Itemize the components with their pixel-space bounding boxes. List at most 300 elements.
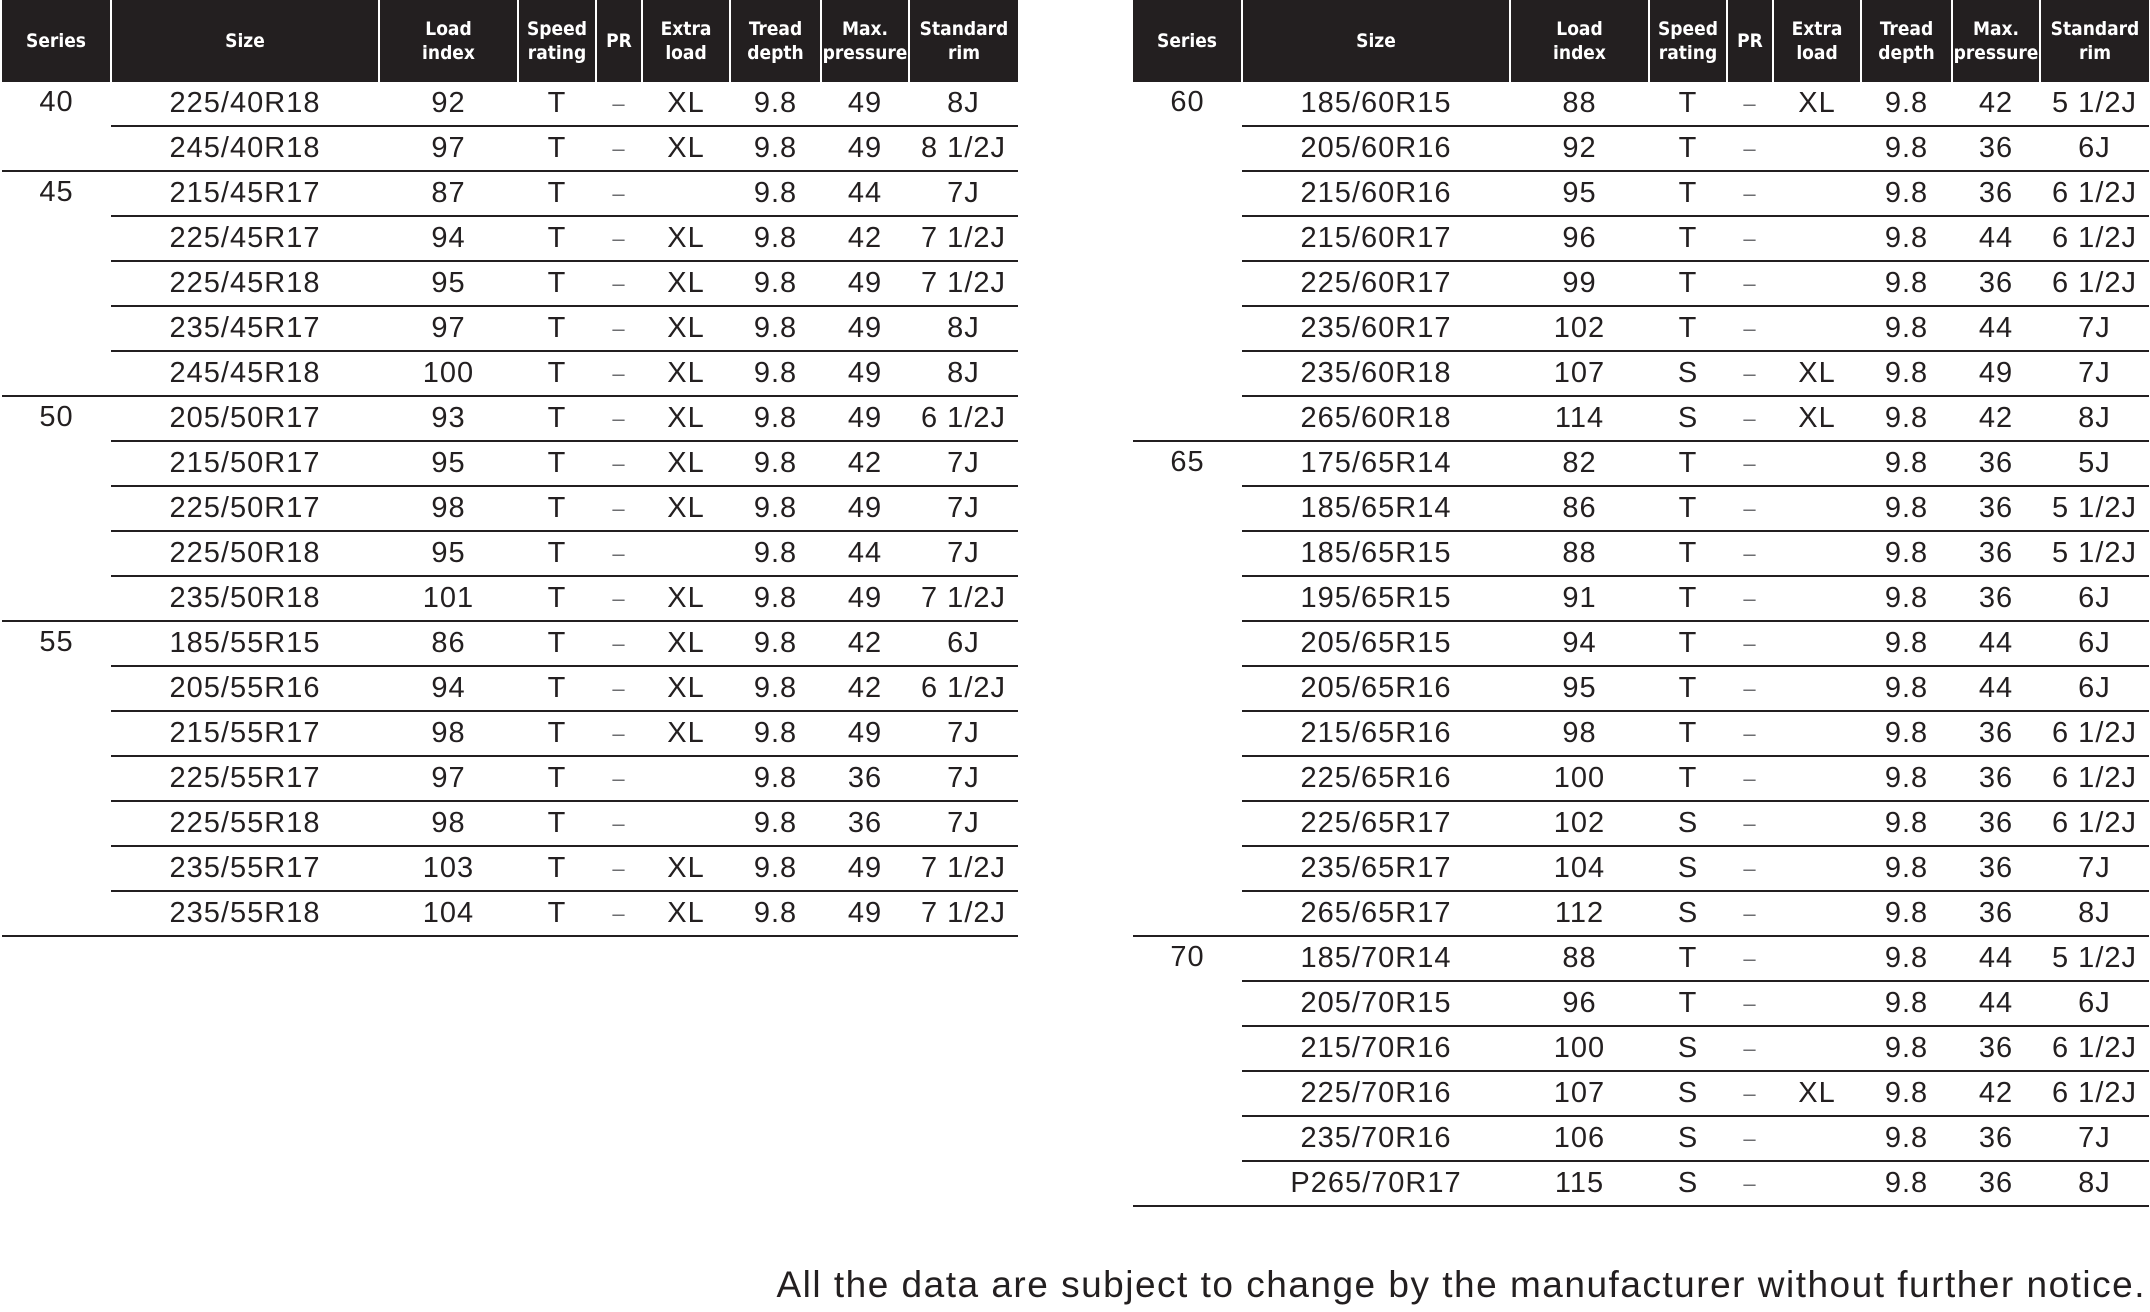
standard-rim-cell: 6J [2040,666,2149,711]
size-cell: 215/50R17 [111,441,379,486]
speed-rating-cell: S [1649,1026,1727,1071]
speed-rating-cell: T [518,666,596,711]
speed-rating-cell: T [518,441,596,486]
table-row [2,711,1018,756]
table-row [2,846,1018,891]
tread-depth-cell: 9.8 [1861,981,1952,1026]
size-cell: 205/55R16 [111,666,379,711]
standard-rim-cell: 6 1/2J [2040,216,2149,261]
tread-depth-cell: 9.8 [1861,306,1952,351]
load-index-cell: 106 [1510,1116,1649,1161]
max-pressure-cell: 49 [821,396,909,441]
max-pressure-cell: 44 [1952,666,2040,711]
tread-depth-cell: 9.8 [1861,216,1952,261]
size-cell: 225/45R18 [111,261,379,306]
pr-cell: – [1727,891,1773,936]
size-cell: 205/65R16 [1242,666,1510,711]
table-row [1133,666,2149,711]
load-index-cell: 104 [379,891,518,936]
table-row [2,576,1018,621]
max-pressure-cell: 42 [1952,82,2040,126]
pr-cell: – [1727,486,1773,531]
load-index-cell: 103 [379,846,518,891]
speed-rating-cell: S [1649,396,1727,441]
extra-load-cell [1773,711,1861,756]
speed-rating-cell: T [1649,171,1727,216]
max-pressure-cell: 44 [1952,216,2040,261]
standard-rim-cell: 6J [909,621,1018,666]
speed-rating-cell: T [518,891,596,936]
standard-rim-cell: 8J [2040,891,2149,936]
header-row [1133,0,2149,82]
tire-spec-table-right [1133,0,2149,1207]
table-row [2,171,1018,216]
extra-load-cell [1773,621,1861,666]
pr-cell: – [1727,1161,1773,1206]
extra-load-cell: XL [642,711,730,756]
tread-depth-cell: 9.8 [1861,82,1952,126]
pr-cell: – [1727,711,1773,756]
max-pressure-cell: 49 [821,126,909,171]
standard-rim-cell: 7J [909,531,1018,576]
pr-cell: – [1727,1026,1773,1071]
pr-header: PR [1727,0,1773,82]
extra-load-cell: XL [642,666,730,711]
tread-depth-cell: 9.8 [730,216,821,261]
tread-depth-cell: 9.8 [730,486,821,531]
standard-rim-cell: 5 1/2J [2040,82,2149,126]
load-index-cell: 92 [379,82,518,126]
load-index-cell: 95 [1510,171,1649,216]
table-row [2,351,1018,396]
table-row [2,756,1018,801]
max-pressure-cell: 49 [821,351,909,396]
max-pressure-cell: 36 [1952,891,2040,936]
standard-rim-cell: 5 1/2J [2040,486,2149,531]
size-cell: P265/70R17 [1242,1161,1510,1206]
size-cell: 195/65R15 [1242,576,1510,621]
extra-load-cell [642,801,730,846]
load-index-cell: 98 [1510,711,1649,756]
load-index-cell: 97 [379,756,518,801]
max-pressure-cell: 42 [1952,1071,2040,1116]
extra-load-cell: XL [642,486,730,531]
standard-rim-cell: 6J [2040,576,2149,621]
extra-load-cell [1773,216,1861,261]
tread-depth-cell: 9.8 [730,666,821,711]
pr-cell: – [596,621,642,666]
size-cell: 265/65R17 [1242,891,1510,936]
standard-rim-cell: 8 1/2J [909,126,1018,171]
size-cell: 225/40R18 [111,82,379,126]
standard-rim-cell: 6 1/2J [2040,261,2149,306]
load-index-cell: 87 [379,171,518,216]
pr-cell: – [596,306,642,351]
table-row [2,82,1018,126]
load-index-cell: 94 [1510,621,1649,666]
table-row [1133,1026,2149,1071]
standard-rim-cell: 7J [2040,1116,2149,1161]
series-cell: 45 [2,171,111,396]
load-index-cell: 91 [1510,576,1649,621]
tread-depth-cell: 9.8 [1861,1116,1952,1161]
max-pressure-cell: 44 [821,531,909,576]
table-row [1133,801,2149,846]
pr-cell: – [596,846,642,891]
table-body [1133,82,2149,1206]
pr-cell: – [596,801,642,846]
table-row [2,261,1018,306]
extra-load-cell: XL [1773,1071,1861,1116]
load-index-cell: 97 [379,306,518,351]
extra-load-header: Extra load [1773,0,1861,82]
speed-rating-cell: T [518,351,596,396]
max-pressure-cell: 36 [1952,531,2040,576]
load-index-cell: 88 [1510,82,1649,126]
standard-rim-cell: 5 1/2J [2040,936,2149,981]
size-cell: 235/55R17 [111,846,379,891]
size-cell: 215/60R17 [1242,216,1510,261]
speed-rating-cell: T [518,711,596,756]
table-row [2,306,1018,351]
tread-depth-cell: 9.8 [1861,171,1952,216]
size-cell: 185/55R15 [111,621,379,666]
tire-spec-table-left [2,0,1018,937]
standard-rim-cell: 7J [909,441,1018,486]
speed-rating-cell: S [1649,351,1727,396]
extra-load-cell [1773,126,1861,171]
load-index-cell: 115 [1510,1161,1649,1206]
tread-depth-header: Tread depth [730,0,821,82]
pr-cell: – [1727,621,1773,666]
pr-cell: – [1727,1116,1773,1161]
pr-cell: – [596,711,642,756]
pr-cell: – [596,351,642,396]
tread-depth-cell: 9.8 [730,261,821,306]
extra-load-cell [1773,1116,1861,1161]
extra-load-cell [1773,576,1861,621]
size-cell: 225/55R18 [111,801,379,846]
tread-depth-cell: 9.8 [730,756,821,801]
max-pressure-cell: 49 [821,711,909,756]
standard-rim-cell: 7 1/2J [909,261,1018,306]
standard-rim-cell: 7J [909,711,1018,756]
extra-load-cell [1773,306,1861,351]
size-cell: 245/45R18 [111,351,379,396]
max-pressure-cell: 36 [1952,261,2040,306]
standard-rim-cell: 6 1/2J [909,666,1018,711]
series-cell: 70 [1133,936,1242,1206]
max-pressure-cell: 42 [821,216,909,261]
tread-depth-cell: 9.8 [730,396,821,441]
extra-load-cell: XL [642,396,730,441]
max-pressure-cell: 36 [1952,756,2040,801]
load-index-cell: 97 [379,126,518,171]
speed-rating-cell: T [1649,531,1727,576]
size-cell: 245/40R18 [111,126,379,171]
extra-load-cell: XL [642,891,730,936]
size-cell: 225/65R16 [1242,756,1510,801]
speed-rating-cell: T [518,306,596,351]
pr-cell: – [1727,306,1773,351]
standard-rim-cell: 5J [2040,441,2149,486]
standard-rim-cell: 6J [2040,621,2149,666]
standard-rim-cell: 7 1/2J [909,891,1018,936]
load-index-cell: 94 [379,666,518,711]
pr-cell: – [1727,666,1773,711]
table-row [2,531,1018,576]
max-pressure-cell: 42 [1952,396,2040,441]
tread-depth-cell: 9.8 [1861,576,1952,621]
table-row [2,396,1018,441]
speed-rating-cell: T [1649,261,1727,306]
table-row [1133,936,2149,981]
tread-depth-cell: 9.8 [730,621,821,666]
extra-load-cell [1773,936,1861,981]
series-cell: 50 [2,396,111,621]
load-index-header: Load index [1510,0,1649,82]
table-row [1133,306,2149,351]
tread-depth-cell: 9.8 [730,82,821,126]
table-row [1133,351,2149,396]
speed-rating-cell: T [1649,126,1727,171]
load-index-cell: 95 [379,531,518,576]
extra-load-cell: XL [642,441,730,486]
series-header: Series [2,0,111,82]
table-row [1133,216,2149,261]
max-pressure-cell: 44 [1952,936,2040,981]
standard-rim-cell: 6 1/2J [2040,711,2149,756]
size-cell: 235/70R16 [1242,1116,1510,1161]
tread-depth-cell: 9.8 [1861,711,1952,756]
table-row [1133,261,2149,306]
load-index-header: Load index [379,0,518,82]
table-row [2,891,1018,936]
size-cell: 205/65R15 [1242,621,1510,666]
pr-cell: – [596,486,642,531]
size-cell: 235/45R17 [111,306,379,351]
size-cell: 235/65R17 [1242,846,1510,891]
series-cell: 65 [1133,441,1242,936]
speed-rating-cell: T [518,216,596,261]
load-index-cell: 100 [379,351,518,396]
max-pressure-cell: 42 [821,441,909,486]
size-cell: 225/50R18 [111,531,379,576]
table-row [2,216,1018,261]
series-cell: 40 [2,82,111,171]
load-index-cell: 86 [379,621,518,666]
pr-cell: – [596,576,642,621]
tread-depth-cell: 9.8 [1861,846,1952,891]
extra-load-cell [1773,531,1861,576]
standard-rim-cell: 6 1/2J [2040,1026,2149,1071]
extra-load-cell: XL [642,126,730,171]
speed-rating-cell: T [518,531,596,576]
size-cell: 185/60R15 [1242,82,1510,126]
tread-depth-cell: 9.8 [1861,756,1952,801]
extra-load-cell: XL [1773,396,1861,441]
pr-cell: – [596,666,642,711]
pr-cell: – [1727,82,1773,126]
standard-rim-cell: 6 1/2J [2040,1071,2149,1116]
speed-rating-cell: T [1649,936,1727,981]
extra-load-cell [642,531,730,576]
tread-depth-cell: 9.8 [1861,891,1952,936]
standard-rim-cell: 7J [909,801,1018,846]
extra-load-cell [1773,666,1861,711]
standard-rim-cell: 8J [909,82,1018,126]
size-cell: 225/65R17 [1242,801,1510,846]
pr-cell: – [596,891,642,936]
standard-rim-cell: 5 1/2J [2040,531,2149,576]
speed-rating-cell: T [518,261,596,306]
load-index-cell: 82 [1510,441,1649,486]
speed-rating-cell: T [518,576,596,621]
speed-rating-cell: T [1649,711,1727,756]
max-pressure-cell: 36 [821,801,909,846]
load-index-cell: 88 [1510,936,1649,981]
extra-load-cell: XL [642,351,730,396]
table-row [1133,891,2149,936]
max-pressure-cell: 49 [821,846,909,891]
max-pressure-cell: 36 [1952,486,2040,531]
standard-rim-cell: 7 1/2J [909,576,1018,621]
load-index-cell: 100 [1510,1026,1649,1071]
pr-cell: – [1727,126,1773,171]
speed-rating-cell: T [1649,82,1727,126]
speed-rating-cell: T [518,82,596,126]
tread-depth-cell: 9.8 [1861,126,1952,171]
tread-depth-cell: 9.8 [1861,936,1952,981]
extra-load-cell [1773,486,1861,531]
tread-depth-cell: 9.8 [730,441,821,486]
tread-depth-cell: 9.8 [1861,261,1952,306]
size-cell: 265/60R18 [1242,396,1510,441]
table-row [1133,576,2149,621]
size-cell: 235/50R18 [111,576,379,621]
load-index-cell: 95 [379,441,518,486]
speed-rating-cell: S [1649,846,1727,891]
tread-depth-cell: 9.8 [730,891,821,936]
standard-rim-cell: 8J [909,306,1018,351]
max-pressure-cell: 36 [1952,1116,2040,1161]
speed-rating-cell: T [518,846,596,891]
extra-load-cell [642,756,730,801]
load-index-cell: 93 [379,396,518,441]
size-cell: 215/65R16 [1242,711,1510,756]
table-row [1133,441,2149,486]
extra-load-cell [1773,441,1861,486]
size-cell: 225/50R17 [111,486,379,531]
speed-rating-cell: S [1649,1161,1727,1206]
pr-cell: – [596,396,642,441]
extra-load-cell [1773,261,1861,306]
extra-load-cell [1773,981,1861,1026]
speed-rating-cell: T [518,396,596,441]
pr-cell: – [1727,801,1773,846]
load-index-cell: 114 [1510,396,1649,441]
tread-depth-cell: 9.8 [730,306,821,351]
tread-depth-cell: 9.8 [1861,1161,1952,1206]
extra-load-cell: XL [642,306,730,351]
max-pressure-cell: 44 [1952,621,2040,666]
max-pressure-cell: 44 [821,171,909,216]
extra-load-cell: XL [642,261,730,306]
extra-load-cell [1773,846,1861,891]
size-cell: 215/55R17 [111,711,379,756]
speed-rating-cell: T [1649,666,1727,711]
load-index-cell: 100 [1510,756,1649,801]
table-row [1133,846,2149,891]
speed-rating-cell: S [1649,801,1727,846]
load-index-cell: 99 [1510,261,1649,306]
max-pressure-cell: 42 [821,666,909,711]
max-pressure-cell: 44 [1952,981,2040,1026]
speed-rating-cell: S [1649,891,1727,936]
standard-rim-cell: 8J [2040,396,2149,441]
max-pressure-cell: 36 [1952,711,2040,756]
tread-depth-cell: 9.8 [730,531,821,576]
table-row [1133,82,2149,126]
standard-rim-cell: 6 1/2J [2040,801,2149,846]
load-index-cell: 98 [379,486,518,531]
size-cell: 225/45R17 [111,216,379,261]
standard-rim-header: Standard rim [909,0,1018,82]
standard-rim-cell: 7 1/2J [909,846,1018,891]
speed-rating-cell: T [1649,216,1727,261]
max-pressure-cell: 49 [821,486,909,531]
table-row [1133,531,2149,576]
pr-cell: – [1727,171,1773,216]
speed-rating-cell: T [518,801,596,846]
pr-cell: – [1727,531,1773,576]
standard-rim-cell: 6J [2040,126,2149,171]
max-pressure-cell: 49 [821,891,909,936]
extra-load-cell: XL [1773,82,1861,126]
max-pressure-header: Max. pressure [821,0,909,82]
speed-rating-cell: S [1649,1071,1727,1116]
extra-load-cell [1773,801,1861,846]
load-index-cell: 98 [379,801,518,846]
tread-depth-cell: 9.8 [730,576,821,621]
pr-cell: – [1727,441,1773,486]
load-index-cell: 94 [379,216,518,261]
table-row [2,126,1018,171]
size-cell: 235/60R17 [1242,306,1510,351]
table-row [1133,711,2149,756]
load-index-cell: 104 [1510,846,1649,891]
max-pressure-cell: 36 [1952,576,2040,621]
size-cell: 185/65R14 [1242,486,1510,531]
table-row [2,801,1018,846]
pr-cell: – [1727,981,1773,1026]
size-cell: 205/70R15 [1242,981,1510,1026]
tread-depth-cell: 9.8 [1861,441,1952,486]
table-body [2,82,1018,936]
tread-depth-cell: 9.8 [730,801,821,846]
table-row [1133,621,2149,666]
size-cell: 225/60R17 [1242,261,1510,306]
max-pressure-cell: 49 [1952,351,2040,396]
speed-rating-cell: T [1649,441,1727,486]
table-row [1133,756,2149,801]
pr-cell: – [596,756,642,801]
speed-rating-cell: T [518,126,596,171]
speed-rating-cell: T [518,171,596,216]
tread-depth-cell: 9.8 [1861,351,1952,396]
extra-load-cell: XL [642,621,730,666]
table-row [2,666,1018,711]
